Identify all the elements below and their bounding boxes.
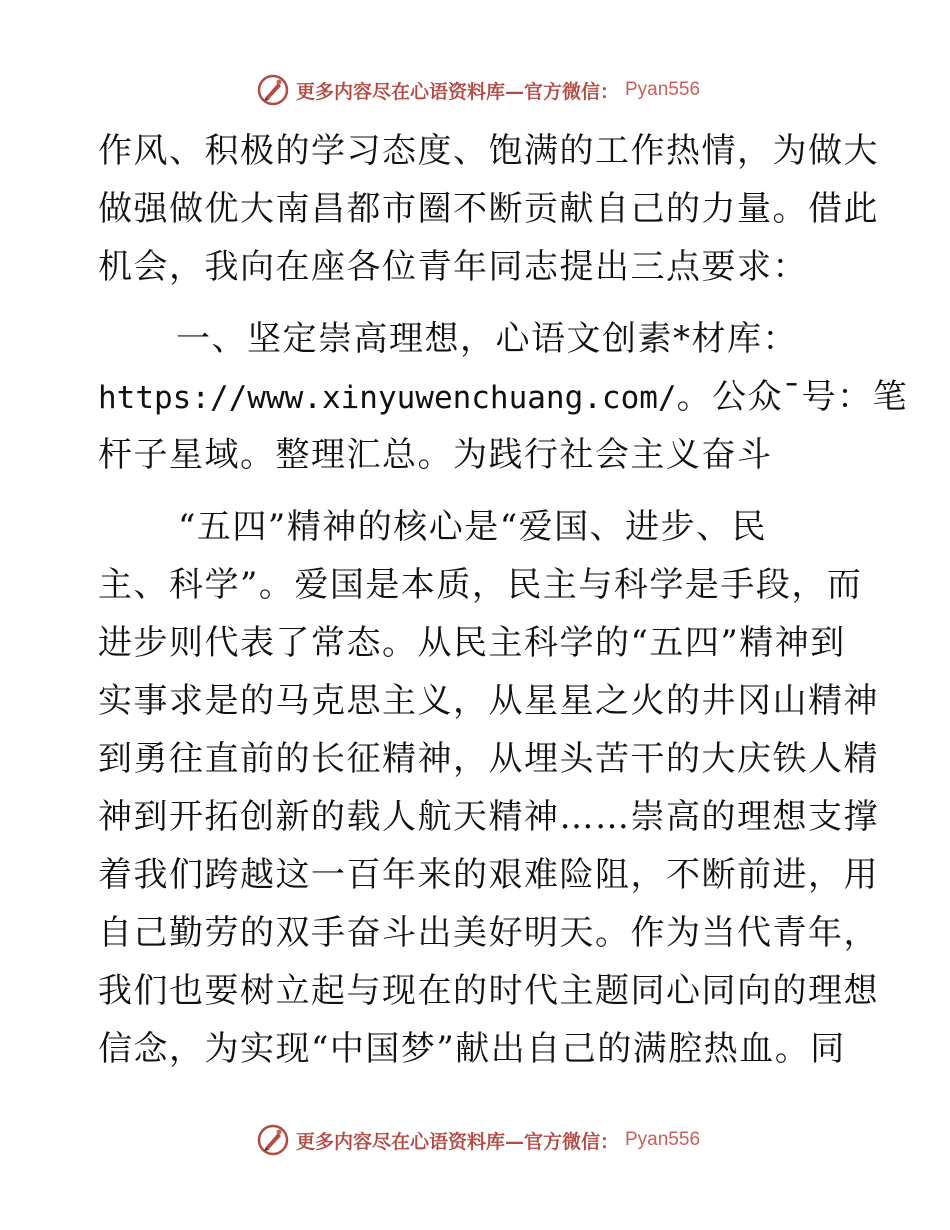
header-banner: [0, 70, 950, 110]
text-line: 进步则代表了常态。从民主科学的“五四”精神到: [98, 623, 846, 663]
text-fragment: 。公众¯号：笔: [676, 377, 909, 417]
text-line: 神到开拓创新的载人航天精神……崇高的理想支撑: [98, 797, 879, 837]
text-line: 做强做优大南昌都市圈不断贡献自己的力量。借此: [98, 189, 879, 229]
text-line: 到勇往直前的长征精神，从埋头苦干的大庆铁人精: [98, 739, 879, 779]
text-line: 主、科学”。爱国是本质，民主与科学是手段，而: [98, 565, 863, 605]
text-line: 杆子星域。整理汇总。为践行社会主义奋斗: [98, 435, 773, 475]
banner-wechat-id: Pyan556: [625, 79, 701, 100]
banner-text: 更多内容尽在心语资料库—官方微信：: [295, 1130, 619, 1153]
source-url: https://www.xinyuwenchuang.com/: [98, 380, 677, 416]
pen-logo-icon: [256, 73, 290, 107]
footer-banner: [0, 1120, 950, 1160]
text-line: 我们也要树立起与现在的时代主题同心同向的理想: [98, 971, 879, 1011]
document-body: [98, 122, 909, 1078]
paragraph-first-line: “五四”精神的核心是“爱国、进步、民: [178, 507, 768, 547]
text-line: 实事求是的马克思主义，从星星之火的井冈山精神: [98, 681, 879, 721]
text-line-url: [98, 368, 909, 426]
text-line: 作风、积极的学习态度、饱满的工作热情，为做大: [98, 131, 879, 171]
text-line: 信念，为实现“中国梦”献出自己的满腔热血。同: [98, 1029, 846, 1069]
banner-wechat-id: Pyan556: [625, 1129, 701, 1150]
text-line: 机会，我向在座各位青年同志提出三点要求：: [98, 247, 808, 287]
text-line: 自己勤劳的双手奋斗出美好明天。作为当代青年，: [98, 913, 879, 953]
section-heading: 一、坚定崇高理想，心语文创素*材库：: [176, 319, 798, 359]
pen-logo-icon: [256, 1123, 290, 1157]
banner-text: 更多内容尽在心语资料库—官方微信：: [295, 80, 619, 103]
text-line: 着我们跨越这一百年来的艰难险阻，不断前进，用: [98, 855, 879, 895]
